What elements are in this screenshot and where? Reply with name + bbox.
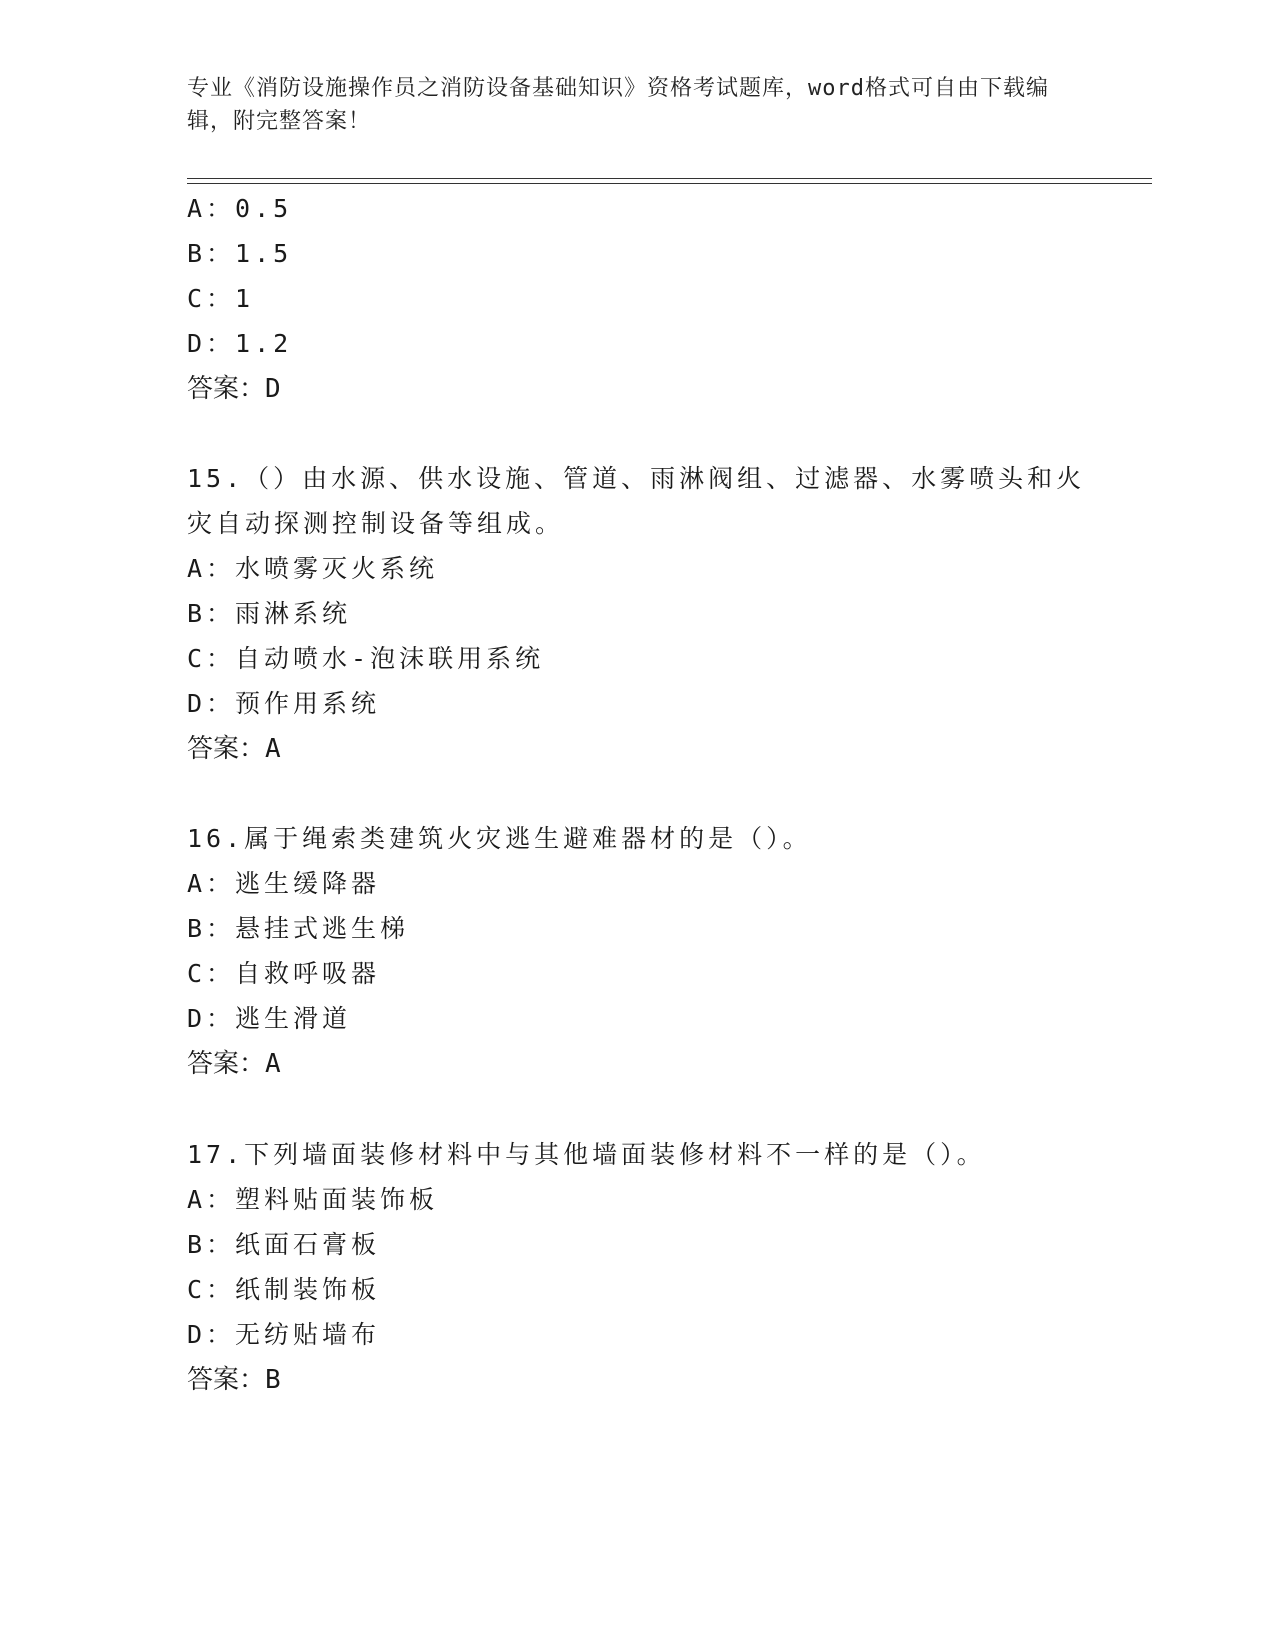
answer-value: B xyxy=(265,1365,281,1395)
answer xyxy=(187,372,281,406)
question-stem: 17.下列墙面装修材料中与其他墙面装修材料不一样的是（）。 xyxy=(187,1140,986,1169)
option-a: A：水喷雾灭火系统 xyxy=(187,554,439,583)
answer xyxy=(187,732,281,766)
header-rule-top xyxy=(187,178,1152,179)
option-a: A：塑料贴面装饰板 xyxy=(187,1185,439,1214)
answer xyxy=(187,1363,281,1397)
document-header: 专业《消防设施操作员之消防设备基础知识》资格考试题库，word格式可自由下载编辑，附完整答案！ xyxy=(187,76,1049,134)
option-b: B：纸面石膏板 xyxy=(187,1230,381,1259)
option-d: D：逃生滑道 xyxy=(187,1004,352,1033)
answer-label: 答案： xyxy=(187,734,266,764)
answer-value: A xyxy=(265,734,281,764)
option-b: B：1.5 xyxy=(187,239,293,268)
option-c: C：自动喷水-泡沫联用系统 xyxy=(187,644,545,673)
option-d: D：无纺贴墙布 xyxy=(187,1320,381,1349)
answer-label: 答案： xyxy=(187,1049,266,1079)
option-c: C：自救呼吸器 xyxy=(187,959,381,988)
answer-label: 答案： xyxy=(187,1365,266,1395)
header-rule-bottom xyxy=(187,183,1152,184)
answer-label: 答案： xyxy=(187,374,266,404)
option-c: C：1 xyxy=(187,284,255,313)
answer-value: D xyxy=(265,374,281,404)
option-c: C：纸制装饰板 xyxy=(187,1275,381,1304)
option-d: D：1.2 xyxy=(187,329,293,358)
option-b: B：悬挂式逃生梯 xyxy=(187,914,410,943)
answer xyxy=(187,1047,281,1081)
option-d: D：预作用系统 xyxy=(187,689,381,718)
question-stem-line-1: 15.（）由水源、供水设施、管道、雨淋阀组、过滤器、水雾喷头和火 xyxy=(187,464,1086,493)
answer-value: A xyxy=(265,1049,281,1079)
option-b: B：雨淋系统 xyxy=(187,599,352,628)
option-a: A：逃生缓降器 xyxy=(187,869,381,898)
option-a: A：0.5 xyxy=(187,194,293,223)
question-stem: 16.属于绳索类建筑火灾逃生避难器材的是（）。 xyxy=(187,824,812,853)
question-stem-line-2: 灾自动探测控制设备等组成。 xyxy=(187,509,565,538)
